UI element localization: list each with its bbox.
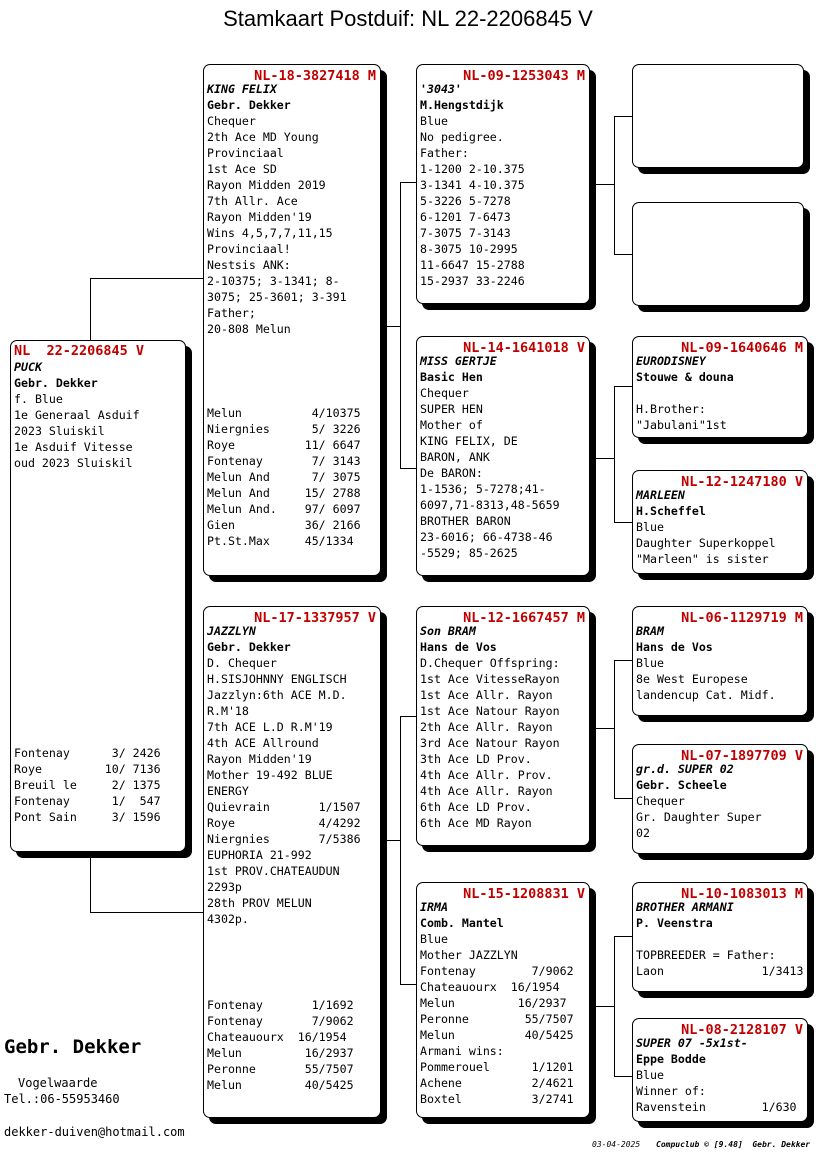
ring-number: NL-10-1083013 M [681, 886, 803, 902]
result-line: Melun And 7/ 3075 [207, 470, 361, 484]
info-line: Pommerouel 1/1201 [420, 1060, 574, 1074]
info-line: 1st PROV.CHATEAUDUN [207, 864, 340, 878]
ring-number: NL-15-1208831 V [463, 886, 585, 902]
info-line: 1e Asduif Vitesse [14, 440, 133, 454]
result-line: Fontenay 1/1692 [207, 998, 354, 1012]
father-card[interactable] [203, 64, 381, 576]
connector-line [400, 716, 401, 984]
info-line: 4th Ace Allr. Rayon [420, 784, 553, 798]
pigeon-name: Son BRAM [420, 624, 476, 638]
info-line: Mother JAZZLYN [420, 948, 518, 962]
info-line: 4302p. [207, 912, 249, 926]
pigeon-name: PUCK [14, 360, 42, 374]
mother-card[interactable] [203, 606, 381, 1118]
connector-line [614, 660, 615, 798]
info-line: Rayon Midden'19 [207, 210, 312, 224]
great-grandparent-card[interactable] [632, 336, 808, 438]
maternal-grandmother-card[interactable] [416, 882, 590, 1118]
empty-ancestor-card[interactable] [632, 202, 804, 306]
info-line: Chateauourx 16/1954 [420, 980, 560, 994]
owner-name: Stouwe & douna [636, 370, 734, 384]
info-line: Blue [636, 520, 664, 534]
info-line: 1st Ace Natour Rayon [420, 704, 560, 718]
results-list [207, 405, 361, 549]
connector-line [400, 182, 416, 183]
owner-name: Gebr. Dekker [14, 376, 98, 390]
info-line: Achene 2/4621 [420, 1076, 574, 1090]
connector-line [596, 458, 614, 459]
info-line: 6097,71-8313,48-5659 [420, 498, 560, 512]
info-line: 6th Ace MD Rayon [420, 816, 532, 830]
info-line: 8e West Europese [636, 672, 748, 686]
info-line: De BARON: [420, 466, 483, 480]
pigeon-name: MISS GERTJE [420, 354, 497, 368]
ring-number: NL-14-1641018 V [463, 340, 585, 356]
info-line: "Jabulani"1st [636, 418, 727, 432]
info-line: Chequer [636, 794, 685, 808]
info-line: Provinciaal [207, 146, 284, 160]
info-line: D. Chequer [207, 656, 277, 670]
result-line: Fontenay 7/9062 [207, 1014, 354, 1028]
connector-line [614, 254, 632, 255]
info-line: D.Chequer Offspring: [420, 656, 560, 670]
owner-name: Hans de Vos [636, 640, 713, 654]
connector-line [614, 1076, 632, 1077]
info-line: Winner of: [636, 1084, 706, 1098]
connector-line [400, 182, 401, 468]
connector-line [596, 184, 614, 185]
info-line: 1st Ace VitesseRayon [420, 672, 560, 686]
owner-name: Comb. Mantel [420, 916, 504, 930]
page-title: Stamkaart Postduif: NL 22-2206845 V [223, 6, 593, 31]
ring-number: NL-17-1337957 V [254, 610, 376, 626]
pigeon-name: '3043' [420, 82, 462, 96]
results-list [14, 745, 161, 825]
info-line: No pedigree. [420, 130, 504, 144]
info-line: Father; [207, 306, 256, 320]
info-line: Laon 1/3413 [636, 964, 804, 978]
info-line: 3rd Ace Natour Rayon [420, 736, 560, 750]
info-line: "Marleen" is sister [636, 552, 769, 566]
info-line: H.Brother: [636, 402, 706, 416]
owner-name: Basic Hen [420, 370, 483, 384]
info-line: 1st Ace SD [207, 162, 277, 176]
info-line [636, 931, 804, 947]
info-line: 2-10375; 3-1341; 8- [207, 274, 340, 288]
connector-line [400, 468, 416, 469]
result-line: Roye 10/ 7136 [14, 762, 161, 776]
print-date: 03-04-2025 [592, 1140, 641, 1149]
maternal-grandfather-card[interactable] [416, 606, 590, 846]
connector-line [614, 660, 632, 661]
info-line: Blue [420, 114, 448, 128]
result-line: Fontenay 3/ 2426 [14, 746, 161, 760]
connector-line [614, 936, 615, 1076]
paternal-grandfather-card[interactable] [416, 64, 590, 304]
info-line: Niergnies 7/5386 [207, 832, 361, 846]
info-line: -5529; 85-2625 [420, 546, 518, 560]
info-line: Blue [636, 1068, 664, 1082]
info-line: BARON, ANK [420, 450, 490, 464]
results-list [207, 997, 354, 1093]
info-line: Boxtel 3/2741 [420, 1092, 574, 1106]
great-grandparent-card[interactable] [632, 606, 808, 716]
info-line: 3-1341 4-10.375 [420, 178, 525, 192]
connector-line [614, 386, 632, 387]
info-line: Chequer [420, 386, 469, 400]
info-line: Rayon Midden 2019 [207, 178, 326, 192]
empty-ancestor-card[interactable] [632, 64, 804, 168]
connector-line [614, 936, 632, 937]
info-line: Armani wins: [420, 1044, 504, 1058]
info-line: SUPER HEN [420, 402, 483, 416]
great-grandparent-card[interactable] [632, 470, 808, 574]
connector-line [614, 116, 632, 117]
result-line: Melun 40/5425 [207, 1078, 354, 1092]
info-line: 4th ACE Allround [207, 736, 319, 750]
result-line: Melun And. 97/ 6097 [207, 502, 361, 516]
info-line: Daughter Superkoppel [636, 536, 776, 550]
info-line: Wins 4,5,7,7,11,15 [207, 226, 333, 240]
owner-name: Eppe Bodde [636, 1052, 706, 1066]
breeder-email[interactable]: dekker-duiven@hotmail.com [4, 1125, 185, 1139]
owner-name: P. Veenstra [636, 916, 713, 930]
pigeon-name: BRAM [636, 624, 664, 638]
info-line: TOPBREEDER = Father: [636, 948, 776, 962]
connector-line [90, 912, 204, 913]
info-line: 8-3075 10-2995 [420, 242, 518, 256]
info-line: Father: [420, 146, 469, 160]
info-line: 5-3226 5-7278 [420, 194, 511, 208]
info-line: 3th Ace LD Prov. [420, 752, 532, 766]
connector-line [90, 278, 91, 340]
connector-line [400, 716, 416, 717]
pigeon-name: gr.d. SUPER 02 [636, 762, 734, 776]
result-line: Peronne 55/7507 [207, 1062, 354, 1076]
info-line: 4th Ace Allr. Prov. [420, 768, 553, 782]
ring-number: NL-12-1667457 M [463, 610, 585, 626]
result-line: Pont Sain 3/ 1596 [14, 810, 161, 824]
pigeon-name: BROTHER ARMANI [636, 900, 734, 914]
info-line: 28th PROV MELUN [207, 896, 312, 910]
info-line: Rayon Midden'19 [207, 752, 312, 766]
info-line: 20-808 Melun [207, 322, 291, 336]
connector-line [596, 1006, 614, 1007]
info-line: 23-6016; 66-4738-46 [420, 530, 553, 544]
info-line: 2293p [207, 880, 242, 894]
info-line: 1e Generaal Asduif [14, 408, 140, 422]
result-line: Melun 4/10375 [207, 406, 361, 420]
info-line: Gr. Daughter Super [636, 810, 762, 824]
ring-number: NL-18-3827418 M [254, 68, 376, 84]
pigeon-name: MARLEEN [636, 488, 685, 502]
ring-number: NL 22-2206845 V [14, 343, 145, 359]
info-line: Quievrain 1/1507 [207, 800, 361, 814]
info-line: 7th Allr. Ace [207, 194, 298, 208]
info-line: 2th Ace Allr. Rayon [420, 720, 553, 734]
subject-pigeon-card[interactable] [10, 340, 186, 852]
info-line: Nestsis ANK: [207, 258, 291, 272]
info-line: Blue [420, 932, 448, 946]
info-line: Mother of [420, 418, 483, 432]
result-line: Chateauourx 16/1954 [207, 1030, 347, 1044]
info-line: KING FELIX, DE [420, 434, 518, 448]
info-line: 15-2937 33-2246 [420, 274, 525, 288]
result-line: Breuil le 2/ 1375 [14, 778, 161, 792]
result-line: Fontenay 1/ 547 [14, 794, 161, 808]
ring-number: NL-07-1897709 V [681, 748, 803, 764]
great-grandparent-card[interactable] [632, 744, 808, 854]
connector-line [614, 798, 632, 799]
info-line: oud 2023 Sluiskil [14, 456, 133, 470]
owner-name: H.Scheffel [636, 504, 706, 518]
connector-line [400, 984, 416, 985]
connector-line [382, 840, 400, 841]
result-line: Roye 11/ 6647 [207, 438, 361, 452]
ring-number: NL-09-1253043 M [463, 68, 585, 84]
info-line: 02 [636, 826, 650, 840]
info-line: BROTHER BARON [420, 514, 511, 528]
ring-number: NL-08-2128107 V [681, 1022, 803, 1038]
owner-name: M.Hengstdijk [420, 98, 504, 112]
info-line: 2023 Sluiskil [14, 424, 105, 438]
ring-number: NL-12-1247180 V [681, 474, 803, 490]
info-line: Jazzlyn:6th ACE M.D. [207, 688, 347, 702]
info-line: Melun 40/5425 [420, 1028, 574, 1042]
breeder-name: Gebr. Dekker [4, 1036, 142, 1058]
result-line: Gien 36/ 2166 [207, 518, 361, 532]
result-line: Melun 16/2937 [207, 1046, 354, 1060]
info-line: 11-6647 15-2788 [420, 258, 525, 272]
pigeon-name: SUPER 07 -5x1st- [636, 1036, 748, 1050]
connector-line [614, 116, 615, 254]
info-line: EUPHORIA 21-992 [207, 848, 312, 862]
owner-name: Gebr. Dekker [207, 640, 291, 654]
info-line: Melun 16/2937 [420, 996, 567, 1010]
info-line: 6-1201 7-6473 [420, 210, 511, 224]
pigeon-name: IRMA [420, 900, 448, 914]
ring-number: NL-09-1640646 M [681, 340, 803, 356]
result-line: Pt.St.Max 45/1334 [207, 534, 354, 548]
connector-line [596, 728, 614, 729]
great-grandparent-card[interactable] [632, 1018, 808, 1122]
info-line: 6th Ace LD Prov. [420, 800, 532, 814]
connector-line [614, 522, 632, 523]
result-line: Melun And 15/ 2788 [207, 486, 361, 500]
info-line: Provinciaal! [207, 242, 291, 256]
software-credit: Compuclub © [9.48] Gebr. Dekker [656, 1140, 811, 1149]
info-line: 3075; 25-3601; 3-391 [207, 290, 347, 304]
breeder-place: Vogelwaarde [18, 1076, 98, 1090]
info-line: landencup Cat. Midf. [636, 688, 776, 702]
info-line: Mother 19-492 BLUE [207, 768, 333, 782]
info-line: f. Blue [14, 392, 63, 406]
ring-number: NL-06-1129719 M [681, 610, 803, 626]
pigeon-name: KING FELIX [207, 82, 277, 96]
info-line: R.M'18 [207, 704, 249, 718]
info-line: Chequer [207, 114, 256, 128]
info-line: 1-1536; 5-7278;41- [420, 482, 546, 496]
info-line: ENERGY [207, 784, 249, 798]
connector-line [90, 278, 204, 279]
great-grandparent-card[interactable] [632, 882, 808, 992]
info-line: Blue [636, 656, 664, 670]
info-line: 1-1200 2-10.375 [420, 162, 525, 176]
breeder-phone: Tel.:06-55953460 [4, 1092, 120, 1106]
connector-line [90, 858, 91, 912]
result-line: Niergnies 5/ 3226 [207, 422, 361, 436]
paternal-grandmother-card[interactable] [416, 336, 590, 576]
info-line: 1st Ace Allr. Rayon [420, 688, 553, 702]
info-line: Peronne 55/7507 [420, 1012, 574, 1026]
owner-name: Hans de Vos [420, 640, 497, 654]
result-line: Fontenay 7/ 3143 [207, 454, 361, 468]
info-line: 7th ACE L.D R.M'19 [207, 720, 333, 734]
pigeon-name: JAZZLYN [207, 624, 256, 638]
owner-name: Gebr. Scheele [636, 778, 727, 792]
info-line: Fontenay 7/9062 [420, 964, 574, 978]
pigeon-name: EURODISNEY [636, 354, 706, 368]
info-line: Ravenstein 1/630 [636, 1100, 797, 1114]
info-line: Roye 4/4292 [207, 816, 361, 830]
owner-name: Gebr. Dekker [207, 98, 291, 112]
info-line: 7-3075 7-3143 [420, 226, 511, 240]
info-line: H.SISJOHNNY ENGLISCH [207, 672, 347, 686]
info-line: 2th Ace MD Young [207, 130, 319, 144]
connector-line [382, 326, 400, 327]
info-line [636, 385, 804, 401]
connector-line [614, 386, 615, 522]
